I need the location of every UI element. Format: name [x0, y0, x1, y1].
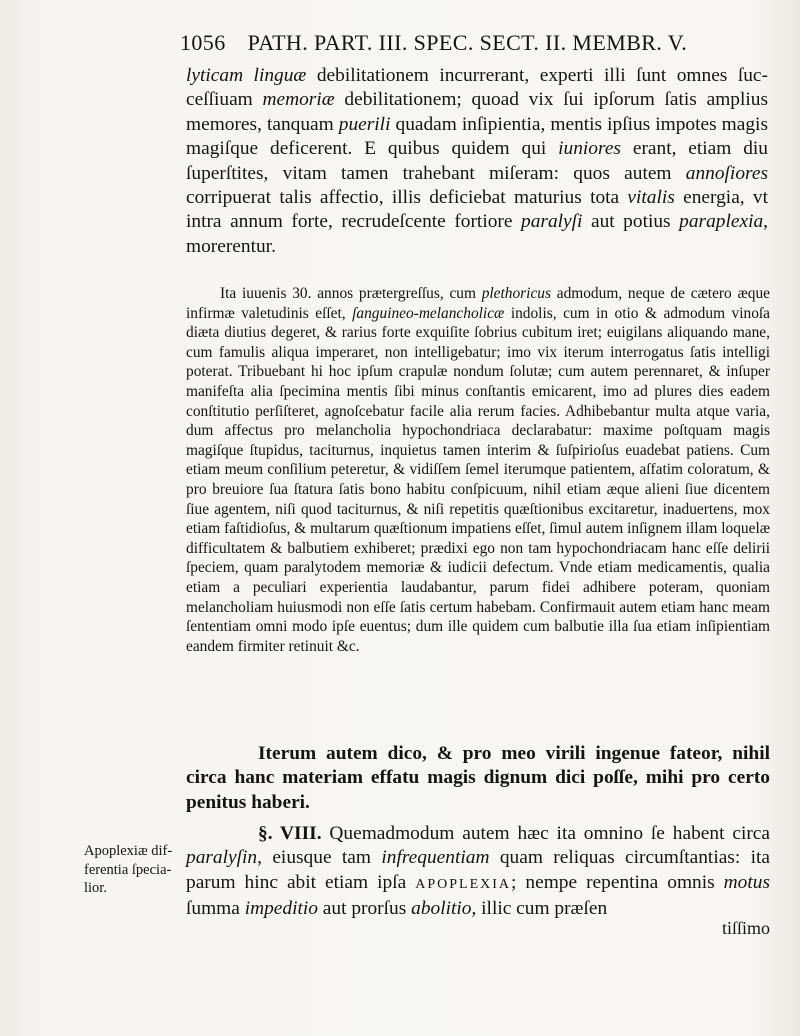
paragraph-2: [186, 284, 770, 656]
paragraph4-segment: §. VIII.: [258, 823, 322, 844]
paragraph4-segment: motus: [723, 871, 770, 893]
paragraph1-segment: paralyſi: [521, 211, 583, 233]
paragraph1-segment: lyticam linguæ: [186, 65, 307, 86]
paragraph1-segment: memoriæ: [262, 89, 335, 111]
paragraph1-segment: annoſiores: [685, 162, 768, 184]
paragraph1-segment: , morerentur.: [186, 211, 769, 257]
paragraph4-segment: , eiusque tam: [257, 847, 382, 869]
paragraph4-segment: ſumma: [186, 898, 245, 920]
paragraph2-segment: Ita iuuenis 30. annos prætergreſſus, cum: [220, 285, 482, 302]
paragraph4-segment: aut prorſus: [317, 898, 412, 920]
paragraph2-segment: plethoricus: [481, 285, 551, 302]
paragraph1-segment: energia, vt intra annum forte, recrudeſcente fortiore: [186, 187, 768, 233]
paragraph1-segment: quadam inſipientia, mentis ipſius impotes magis magiſque deficerent. E quibus quidem qui: [186, 113, 768, 160]
paragraph4-segment: impeditio: [244, 898, 318, 920]
margin-note: Apoplexiæ differentia ſpecialior.: [84, 843, 173, 896]
paragraph4-segment: APOPLEXIA: [415, 876, 511, 892]
paragraph4-segment: , illic cum præſen: [471, 898, 608, 920]
paragraph2-segment: admodum, neque de cætero æque infirmæ valetudinis eſſet,: [186, 285, 770, 322]
running-title: PATH. PART. III. SPEC. SECT. II. MEMBR. V.: [247, 30, 688, 55]
paragraph4-segment: ; nempe repentina omnis: [511, 871, 724, 893]
catchword: tiſſimo: [722, 918, 771, 938]
paragraph1-segment: iuniores: [558, 138, 621, 160]
paragraph1-segment: vitalis: [627, 187, 675, 209]
paragraph4-segment: abolitio: [411, 898, 472, 920]
page-header: [180, 30, 720, 60]
paragraph-4-section-viii: [186, 822, 770, 922]
paragraph-3: Iterum autem dico, & pro meo virili ingenue fateor, nihil circa hanc materiam effatu magis dignum dici poſſe, mihi pro certo penitus haberi.: [186, 743, 770, 813]
paragraph1-segment: corripuerat talis affectio, illis deficiebat maturius tota: [186, 187, 628, 209]
paragraph1-segment: debilitationem incurrerant, experti illi ſunt omnes ſucceſſiuam: [186, 65, 768, 111]
paragraph4-segment: Quemadmodum autem hæc ita omnino ſe habent circa: [321, 823, 770, 844]
paragraph1-segment: debilitationem; quoad vix ſui ipſorum ſatis amplius memores, tanquam: [186, 89, 768, 135]
paragraph1-segment: paraplexia: [679, 211, 764, 233]
page-number: 1056: [180, 30, 226, 55]
paragraph-1: [186, 64, 768, 259]
paragraph4-segment: infrequentiam: [381, 847, 490, 869]
paragraph4-segment: paralyſin: [186, 847, 258, 869]
paragraph2-segment: indolis, cum in otio & admodum vinoſa diæta diutius degeret, & rarius forte exquiſite ſobrius cubitum iret; euigilans aliquando mane, cum famulis aliqua imperaret, non intelligebatur; imo vix iterum interrogatus ſatis intelligi poterat. Tribuebant hi hoc ipſum crapulæ nondum ſolutæ; cum autem perennaret, & inſuper manifeſta alia ſpecimina mentis ſibi minus conſtantis emicarent, imo ad plures dies eadem conſtitutio perſiſteret, agnoſcebatur facile alia rerum facies. Adhibebantur multa atque varia, dum affectus pro melancholia hypochondriaca declarabatur: maxime poſtquam magis magiſque ſtupidus, taciturnus, inquietus tamen interim & ſuſpirioſus euadebat patiens. Cum etiam meum conſilium peteretur, & vidiſſem ſemel iterumque patientem, aſfatim coloratum, & pro breuiore ſua ſtatura ſatis bono habitu conſpicuum, nihil etiam æque alieni ſiue dicentem ſiue agentem, niſi quod taciturnus, & niſi repetitis quæſtionibus excitaretur, inaduertens, mox etiam faſtidioſus, & multarum quæſtionum impatiens eſſet, ſimul autem inſignem illam loquelæ difficultatem & balbutiem exhiberet; prædixi ego non tam hypochondriacam hanc eſſe delirii ſpeciem, quam paralytodem memoriæ & iudicii defectum. Vnde etiam medicamentis, qualia etiam a peculiari experientia laudabantur, parum fidei adhibere poteram, quoniam melancholiam huiusmodi non eſſe ſatis certum habebam. Confirmauit autem etiam hanc meam ſententiam omni modo ipſe euentus; dum ille quidem cum balbutie illa ſua etiam inſipientiam eandem firmiter retinuit &c.: [186, 304, 771, 655]
paragraph4-segment: quam reliquas circumſtantias: ita parum hinc abit etiam ipſa: [186, 847, 770, 893]
paragraph1-segment: aut potius: [582, 211, 680, 233]
paragraph1-segment: erant, etiam diu ſuperſtites, vitam tamen trahebant miſeram: quos autem: [186, 138, 768, 184]
paragraph1-segment: puerili: [338, 113, 391, 135]
paragraph2-segment: ſanguineo-melancholicæ: [352, 304, 505, 322]
